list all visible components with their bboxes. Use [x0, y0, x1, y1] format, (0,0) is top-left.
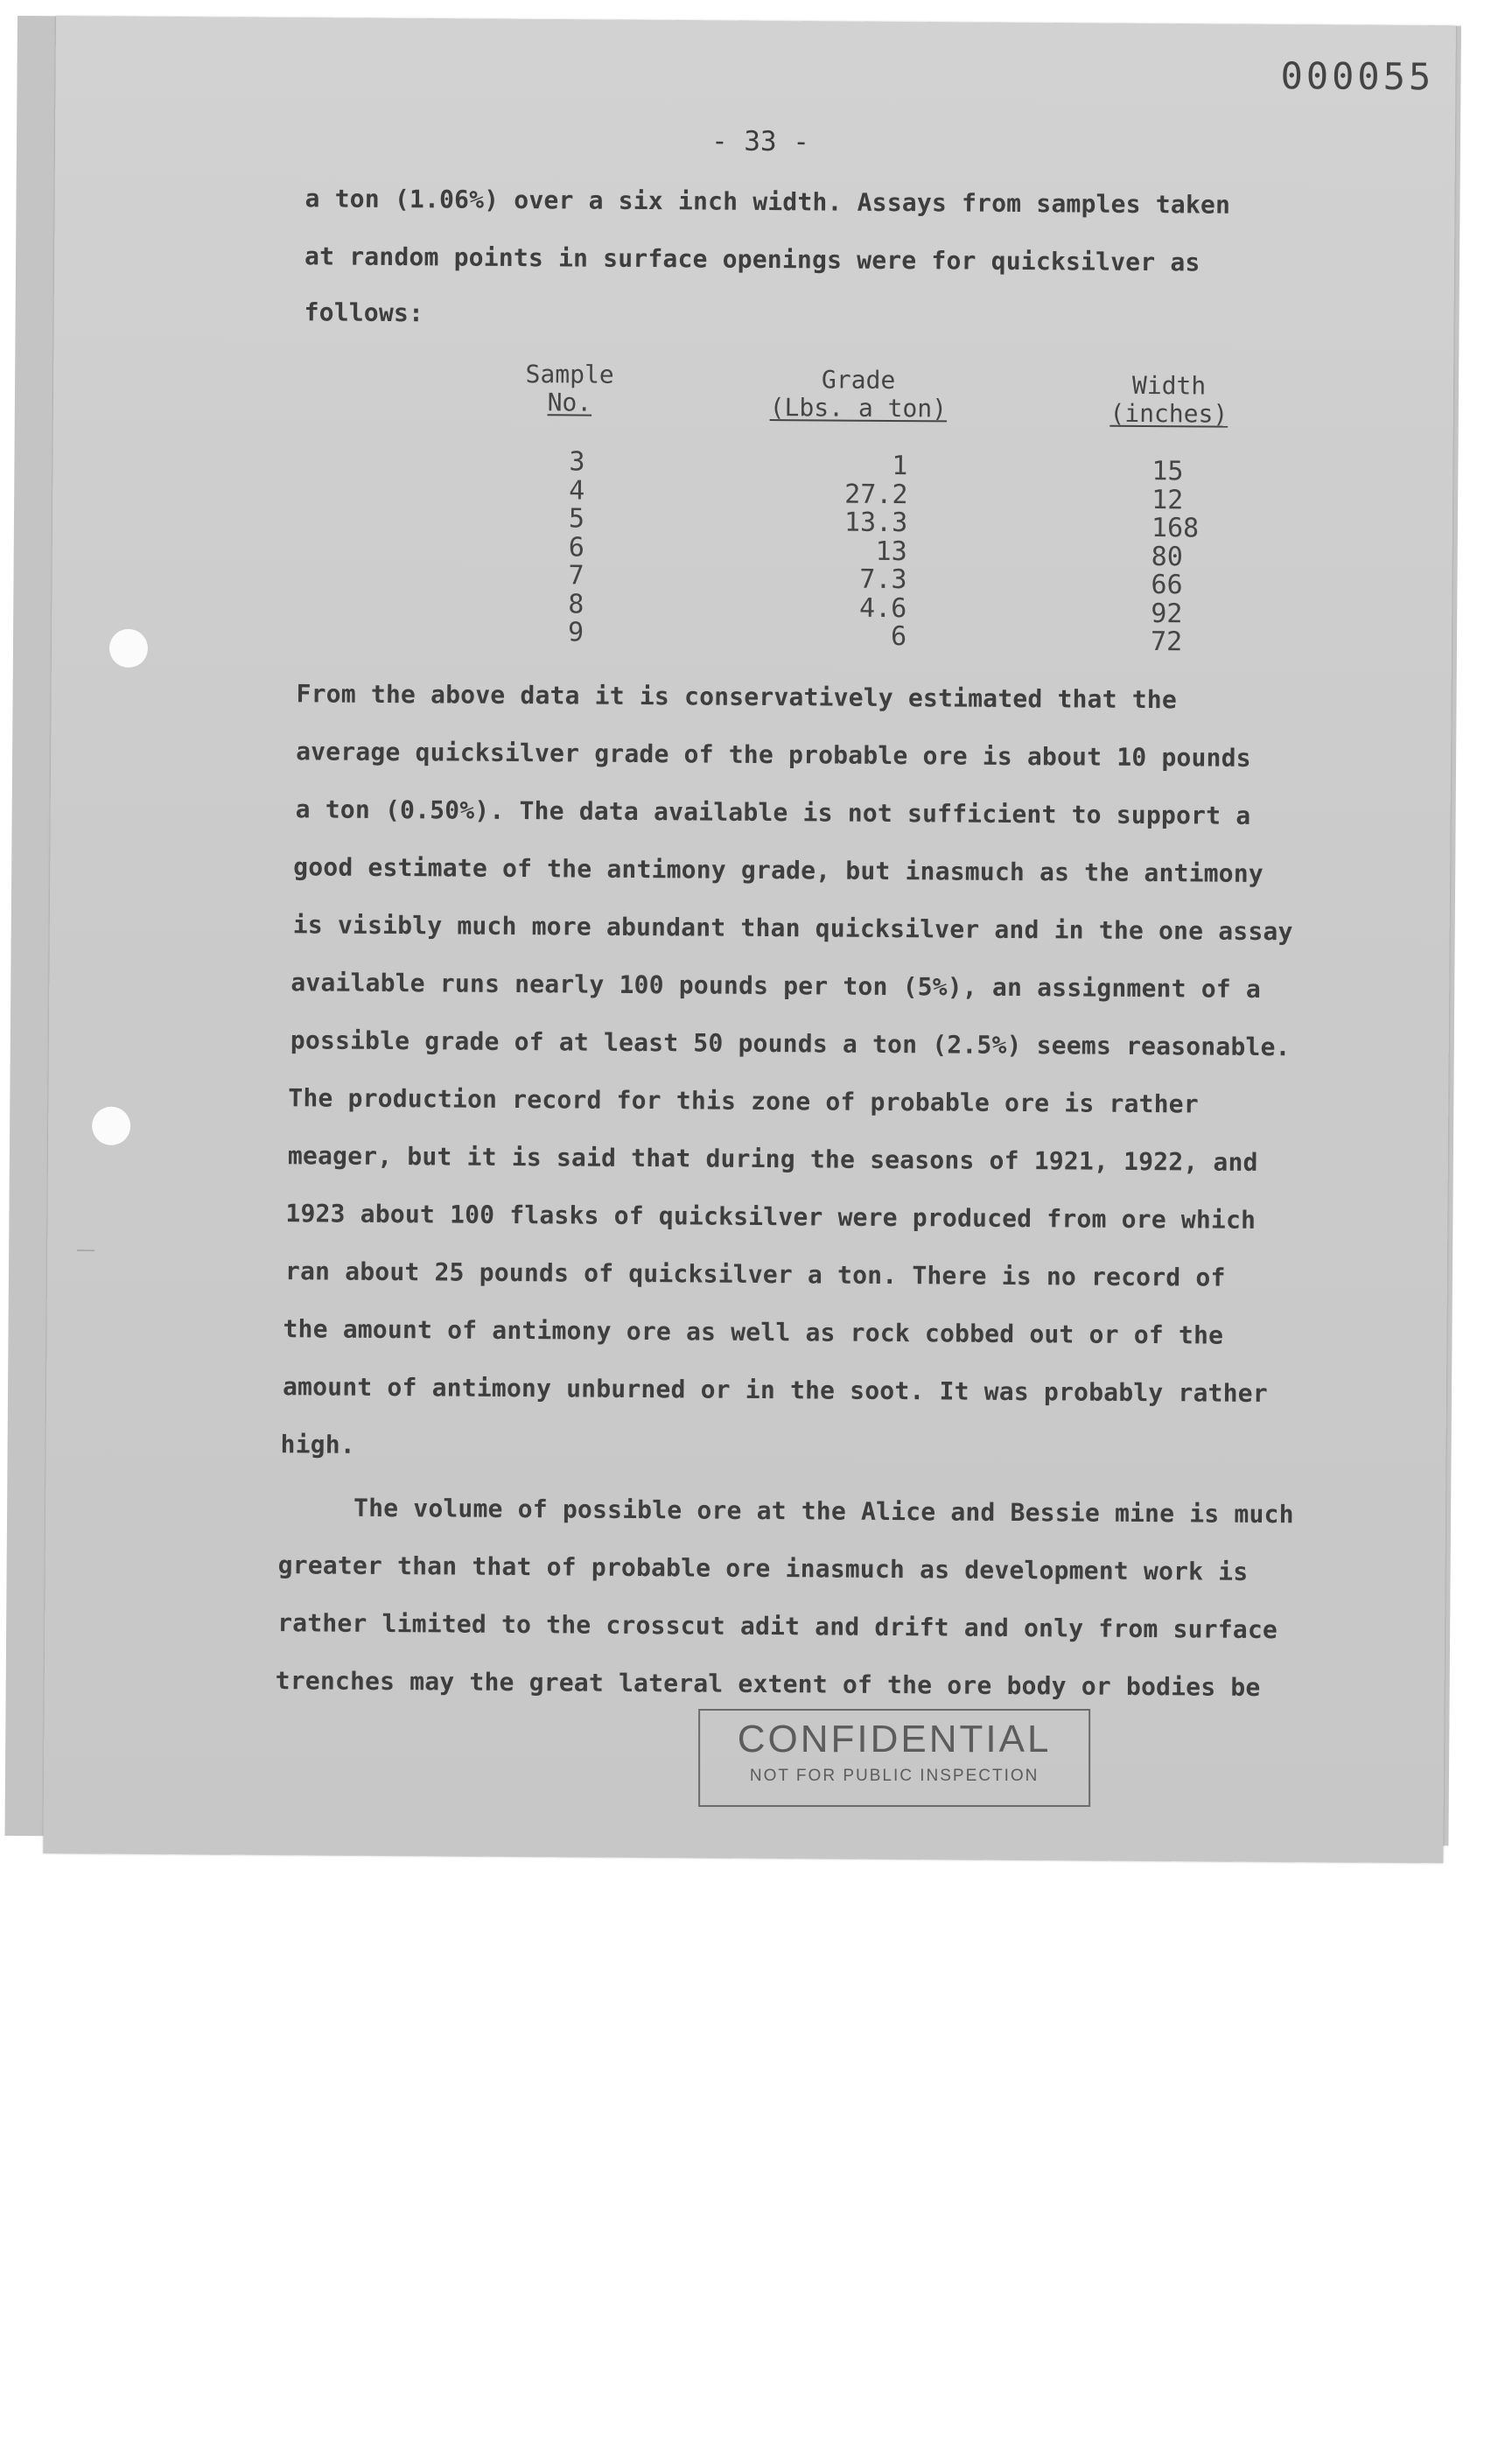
document-number: 000055: [1280, 54, 1435, 99]
table-cell-width: 92: [1151, 598, 1183, 629]
table-cell-grade: 6: [890, 620, 907, 653]
paragraph-line: ran about 25 pounds of quicksilver a ton. There is no record of: [284, 1256, 1226, 1292]
header-sample-line-1: Sample: [525, 360, 614, 389]
table-cell-grade: 27.2: [844, 479, 908, 510]
paragraph-line: The production record for this zone of probable ore is rather: [288, 1083, 1199, 1119]
paragraph-line: trenches may the great lateral extent of the ore body or bodies be: [275, 1666, 1261, 1702]
table-cell-width: 168: [1151, 513, 1200, 544]
intro-line: follows:: [304, 298, 424, 328]
paragraph-line: rather limited to the crosscut adit and drift and only from surface: [277, 1608, 1278, 1645]
table-cell-sample: 5: [568, 503, 585, 535]
paragraph-line: a ton (0.50%). The data available is not sufficient to support a: [295, 794, 1251, 830]
intro-line: a ton (1.06%) over a six inch width. Assays from samples taken: [304, 184, 1231, 220]
table-cell-sample: 7: [568, 560, 584, 592]
table-cell-grade: 13.3: [844, 507, 908, 539]
table-cell-sample: 4: [569, 474, 585, 507]
table-header-sample: [438, 360, 701, 417]
header-sample-line-2: No.: [547, 388, 592, 417]
paragraph-line: average quicksilver grade of the probable ore is about 10 pounds: [296, 737, 1251, 773]
paragraph-line: available runs nearly 100 pounds per ton (5%), an assignment of a: [290, 968, 1262, 1004]
punch-hole: [109, 629, 148, 668]
header-width-line-1: Width: [1131, 370, 1207, 401]
grade-column: [844, 452, 908, 652]
table-cell-sample: 6: [568, 531, 584, 564]
table-cell-grade: 1: [892, 450, 908, 482]
paragraph-line: the amount of antimony ore as well as rock cobbed out or of the: [283, 1314, 1224, 1350]
paragraph-line: possible grade of at least 50 pounds a ton (2.5%) seems reasonable.: [290, 1026, 1291, 1062]
sample-column: [568, 448, 585, 648]
table-header-grade: [727, 366, 990, 424]
confidential-stamp: [698, 1709, 1090, 1807]
punch-hole: [92, 1107, 130, 1145]
table-cell-grade: 13: [875, 536, 907, 567]
header-grade-line-1: Grade: [821, 365, 896, 396]
width-column: [1151, 458, 1200, 657]
stamp-subtitle: NOT FOR PUBLIC INSPECTION: [749, 1767, 1040, 1786]
paper-sheet: [43, 16, 1456, 1863]
stamp-title: CONFIDENTIAL: [737, 1718, 1052, 1761]
table-cell-width: 80: [1151, 541, 1183, 572]
table-cell-grade: 4.6: [858, 592, 907, 624]
table-cell-grade: 7.3: [859, 564, 907, 596]
paragraph-line: amount of antimony unburned or in the soot. It was probably rather: [282, 1372, 1268, 1409]
table-cell-width: 15: [1152, 456, 1184, 487]
table-cell-width: 66: [1151, 570, 1183, 601]
table-cell-width: 72: [1150, 626, 1183, 658]
paragraph-line: 1923 about 100 flasks of quicksilver were produced from ore which: [285, 1199, 1256, 1235]
paragraph-line: The volume of possible ore at the Alice and Bessie mine is much: [353, 1493, 1294, 1530]
table-header-width: [1038, 371, 1300, 429]
table-cell-sample: 3: [569, 446, 585, 478]
paragraph-line: greater than that of probable ore inasmuch as development work is: [277, 1550, 1249, 1586]
page-number: - 33 -: [710, 125, 810, 158]
paragraph-line: good estimate of the antimony grade, but inasmuch as the antimony: [293, 852, 1264, 888]
paragraph-line: is visibly much more abundant than quicksilver and in the one assay: [292, 910, 1293, 947]
table-cell-sample: 8: [568, 588, 584, 620]
paragraph-line: From the above data it is conservatively estimated that the: [296, 679, 1178, 715]
table-cell-sample: 9: [567, 617, 584, 648]
table-cell-width: 12: [1152, 484, 1184, 515]
margin-mark: [77, 1250, 94, 1251]
paragraph-line: meager, but it is said that during the seasons of 1921, 1922, and: [287, 1141, 1258, 1177]
header-width-line-2: (inches): [1110, 398, 1228, 429]
header-grade-line-2: (Lbs. a ton): [769, 393, 948, 424]
intro-line: at random points in surface openings were for quicksilver as: [304, 242, 1200, 277]
scanned-page: [4, 16, 1460, 1845]
paragraph-line: high.: [280, 1430, 356, 1460]
